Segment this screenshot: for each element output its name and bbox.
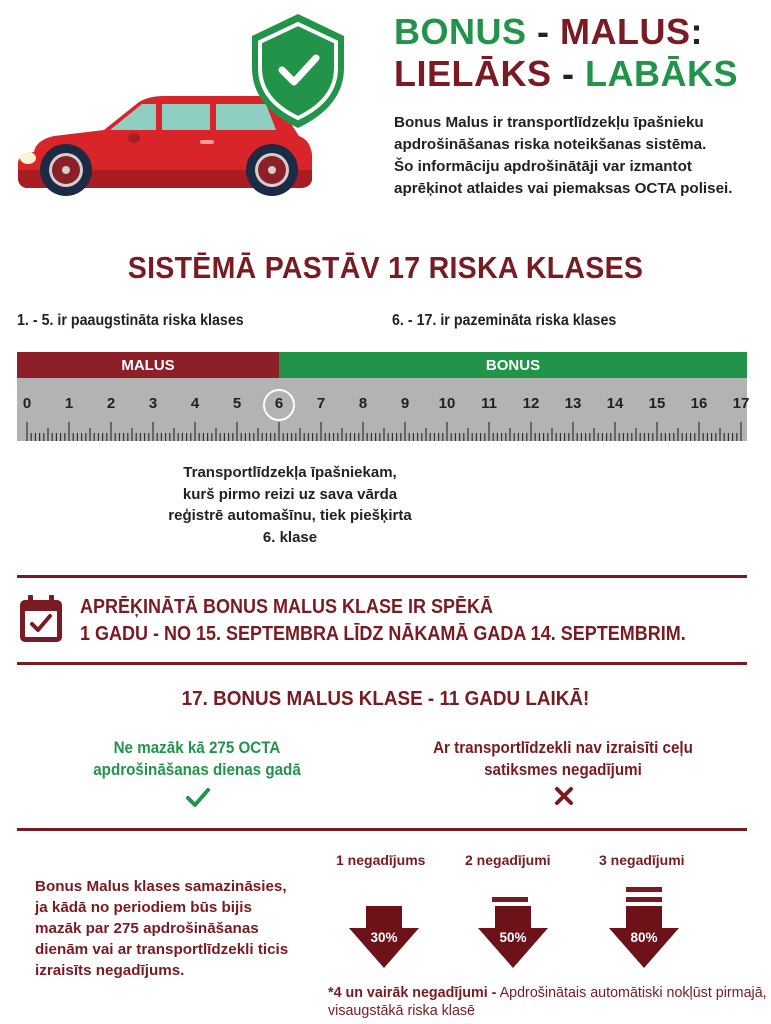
bonus-label: BONUS: [485, 356, 541, 374]
condition-line: Ar transportlīdzekli nav izraisīti ceļu: [433, 739, 693, 757]
arrow-percent: 80%: [630, 930, 658, 945]
down-arrow-icon: [349, 906, 419, 986]
title-separator: -: [551, 53, 586, 94]
intro-line: apdrošināšanas riska noteikšanas sistēma.: [394, 136, 707, 153]
condition-insurance-days: [45, 737, 349, 781]
shield-check-icon: [250, 12, 346, 130]
title-word-malus: MALUS: [560, 11, 691, 52]
severity-bar: [626, 897, 662, 902]
class-decrease-note: [35, 876, 335, 981]
ruler-number: 0: [22, 395, 32, 412]
footnote-text: Apdrošinātais automātiski nokļūst pirmajā, visaugstākā riska klasē: [328, 985, 767, 1019]
section-title-risk-classes: SISTĒMĀ PASTĀV 17 RISKA KLASES: [127, 250, 644, 285]
ruler-number: 5: [232, 395, 242, 412]
note-line: Bonus Malus klases samazināsies,: [35, 878, 287, 895]
accident-label-2: 2 negadījumi: [465, 852, 551, 868]
title-separator: -: [526, 11, 561, 52]
malus-label: MALUS: [121, 356, 175, 374]
check-icon: [185, 785, 211, 811]
ruler-number: 4: [190, 395, 200, 412]
first-registration-note: [140, 462, 440, 548]
condition-line: apdrošināšanas dienas gadā: [93, 761, 301, 779]
arrow-percent: 50%: [499, 930, 527, 945]
ruler-ticks: [17, 378, 747, 441]
note-line: izraisīts negadījums.: [35, 962, 185, 979]
condition-line: satiksmes negadījumi: [484, 761, 642, 779]
decrease-arrow-50: [478, 906, 548, 986]
cross-icon: [553, 785, 575, 807]
title-word-labaks: LABĀKS: [585, 53, 739, 94]
ruler-number: 13: [564, 395, 582, 412]
ruler-number: 12: [522, 395, 540, 412]
intro-line: Bonus Malus ir transportlīdzekļu īpašnieku: [394, 114, 704, 131]
arrow-percent: 30%: [370, 930, 398, 945]
intro-line: aprēķinot atlaides vai piemaksas OCTA polisei.: [394, 180, 733, 197]
decrease-arrow-80: [609, 906, 679, 986]
ruler-number: 2: [106, 395, 116, 412]
title-word-lielaks: LIELĀKS: [394, 53, 552, 94]
note-line: reģistrē automašīnu, tiek piešķirta: [168, 507, 412, 524]
ruler-number: 8: [358, 395, 368, 412]
risk-class-ruler: [17, 378, 750, 441]
bonus-range-note: 6. - 17. ir pazemināta riska klases: [392, 312, 617, 329]
ruler-number: 1: [64, 395, 74, 412]
ruler-number: 6: [274, 395, 284, 412]
divider: [17, 575, 747, 578]
ruler-number: 16: [690, 395, 708, 412]
validity-line-2: 1 GADU - NO 15. SEPTEMBRA LĪDZ NĀKAMĀ GADA 14. SEPTEMBRIM.: [80, 623, 686, 645]
ruler-number: 14: [606, 395, 624, 412]
note-line: 6. klase: [262, 528, 318, 546]
severity-bar: [626, 887, 662, 892]
decrease-arrow-30: [349, 906, 419, 986]
ruler-number: 7: [316, 395, 326, 412]
ruler-number: 17: [732, 395, 750, 412]
ruler-number: 11: [481, 395, 497, 412]
main-title-line-2: [394, 52, 738, 96]
divider: [17, 662, 747, 665]
title-colon: :: [690, 11, 704, 52]
ruler-number: 10: [438, 395, 456, 412]
malus-range-note: 1. - 5. ir paaugstināta riska klases: [17, 312, 244, 329]
severity-bar: [492, 897, 528, 902]
ruler-number: 3: [148, 395, 158, 412]
note-line: ja kādā no periodiem būs bijis: [35, 899, 252, 916]
ruler-number: 15: [648, 395, 666, 412]
accident-label-1: 1 negadījums: [336, 852, 426, 868]
condition-line: Ne mazāk kā 275 OCTA: [113, 739, 281, 757]
down-arrow-icon: [478, 906, 548, 986]
note-line: mazāk par 275 apdrošināšanas: [35, 920, 259, 937]
note-line: kurš pirmo reizi uz sava vārda: [182, 485, 398, 503]
note-line: dienām vai ar transportlīdzekli ticis: [35, 941, 289, 958]
intro-text: [394, 112, 764, 200]
title-word-bonus: BONUS: [394, 11, 527, 52]
goal-title: 17. BONUS MALUS KLASE - 11 GADU LAIKĀ!: [181, 687, 590, 710]
malus-bar: [17, 352, 279, 378]
calendar-check-icon: [18, 594, 64, 644]
footnote-bold: *4 un vairāk negadījumi -: [328, 985, 497, 1001]
accident-label-3: 3 negadījumi: [599, 852, 685, 868]
down-arrow-icon: [609, 906, 679, 986]
bonus-bar: [279, 352, 747, 378]
note-line: Transportlīdzekļa īpašniekam,: [183, 464, 397, 481]
validity-line-1: APRĒĶINĀTĀ BONUS MALUS KLASE IR SPĒKĀ: [80, 596, 494, 618]
condition-no-accidents: [411, 737, 715, 781]
divider: [17, 828, 747, 831]
main-title-line-1: [394, 10, 703, 54]
ruler-number: 9: [400, 395, 410, 412]
intro-line: Šo informāciju apdrošinātāji var izmantot: [394, 158, 692, 175]
footnote: [328, 984, 768, 1020]
